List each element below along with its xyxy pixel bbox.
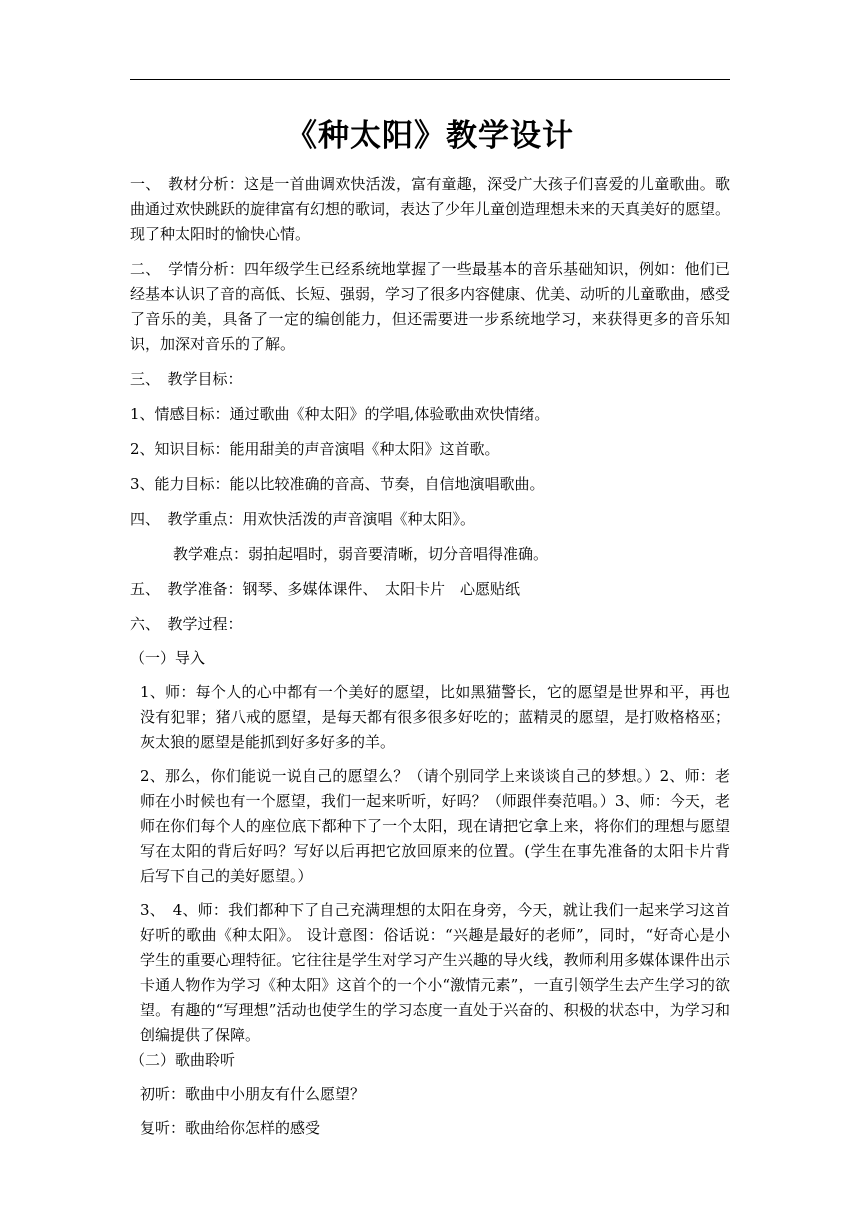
- process-step-3: 3、 4、师：我们都种下了自己充满理想的太阳在身旁，今天，就让我们一起来学习这首好听的歌曲《种太阳》。 设计意图：俗话说：“兴趣是最好的老师”，同时，“好奇心是小学生的重要心理特征。它往往是学生对学习产生兴趣的导火线，教师利用多媒体课件出示卡通人物作为学习《种太阳》这首个的一个小“激情元素”，一直引领学生去产生学习的欲望。有趣的“写理想”活动也使学生的学习态度一直处于兴奋的、积极的状态中，为学习和创编提供了保障。: [140, 901, 730, 1044]
- process-step-1: 1、师：每个人的心中都有一个美好的愿望，比如黑猫警长，它的愿望是世界和平，再也没有犯罪；猪八戒的愿望，是每天都有很多很多好吃的；蓝精灵的愿望，是打败格格巫；灰太狼的愿望是能抓到好多好多的羊。: [140, 683, 730, 751]
- document-title: 《种太阳》教学设计: [286, 118, 574, 154]
- goal-ability: 3、能力目标：能以比较准确的音高、节奏，自信地演唱歌曲。: [130, 475, 545, 493]
- second-listen: 复听：歌曲给你怎样的感受: [140, 1119, 321, 1137]
- section-goals-heading: 三、 教学目标：: [130, 370, 243, 388]
- subsection-intro-heading: （一）导入: [130, 649, 206, 667]
- section-preparation: 五、 教学准备：钢琴、多媒体课件、 太阳卡片 心愿贴纸: [130, 580, 521, 598]
- section-process-heading: 六、 教学过程：: [130, 615, 243, 633]
- section-difficulty: 教学难点：弱拍起唱时，弱音要清晰，切分音唱得准确。: [173, 545, 549, 563]
- subsection-listen-heading: （二）歌曲聆听: [130, 1051, 236, 1069]
- goal-knowledge: 2、知识目标：能用甜美的声音演唱《种太阳》这首歌。: [130, 440, 500, 458]
- section-student-analysis: 二、 学情分析：四年级学生已经系统地掌握了一些最基本的音乐基础知识，例如：他们已经基本认识了音的高低、长短、强弱，学习了很多内容健康、优美、动听的儿童歌曲，感受了音乐的美，具备了一定的编创能力，但还需要进一步系统地学习，来获得更多的音乐知识，加深对音乐的了解。: [130, 260, 731, 353]
- document-body: [130, 172, 730, 1141]
- process-step-2: 2、那么，你们能说一说自己的愿望么？（请个别同学上来谈谈自己的梦想。）2、师：老师在小时候也有一个愿望，我们一起来听听，好吗？（师跟伴奏范唱。）3、师：今天，老师在你们每个人的座位底下都种下了一个太阳，现在请把它拿上来，将你们的理想与愿望写在太阳的背后好吗？写好以后再把它放回原来的位置。(学生在事先准备的太阳卡片背后写下自己的美好愿望。）: [140, 767, 730, 885]
- goal-emotional: 1、情感目标：通过歌曲《种太阳》的学唱,体验歌曲欢快情绪。: [130, 405, 550, 423]
- section-key-point: 四、 教学重点：用欢快活泼的声音演唱《种太阳》。: [130, 510, 476, 528]
- first-listen: 初听：歌曲中小朋友有什么愿望？: [140, 1085, 366, 1103]
- section-materials-analysis: 一、 教材分析：这是一首曲调欢快活泼，富有童趣，深受广大孩子们喜爱的儿童歌曲。歌曲通过欢快跳跃的旋律富有幻想的歌词，表达了少年儿童创造理想未来的天真美好的愿望。现了种太阳时的愉快心情。: [130, 175, 731, 243]
- header-rule: [130, 79, 730, 80]
